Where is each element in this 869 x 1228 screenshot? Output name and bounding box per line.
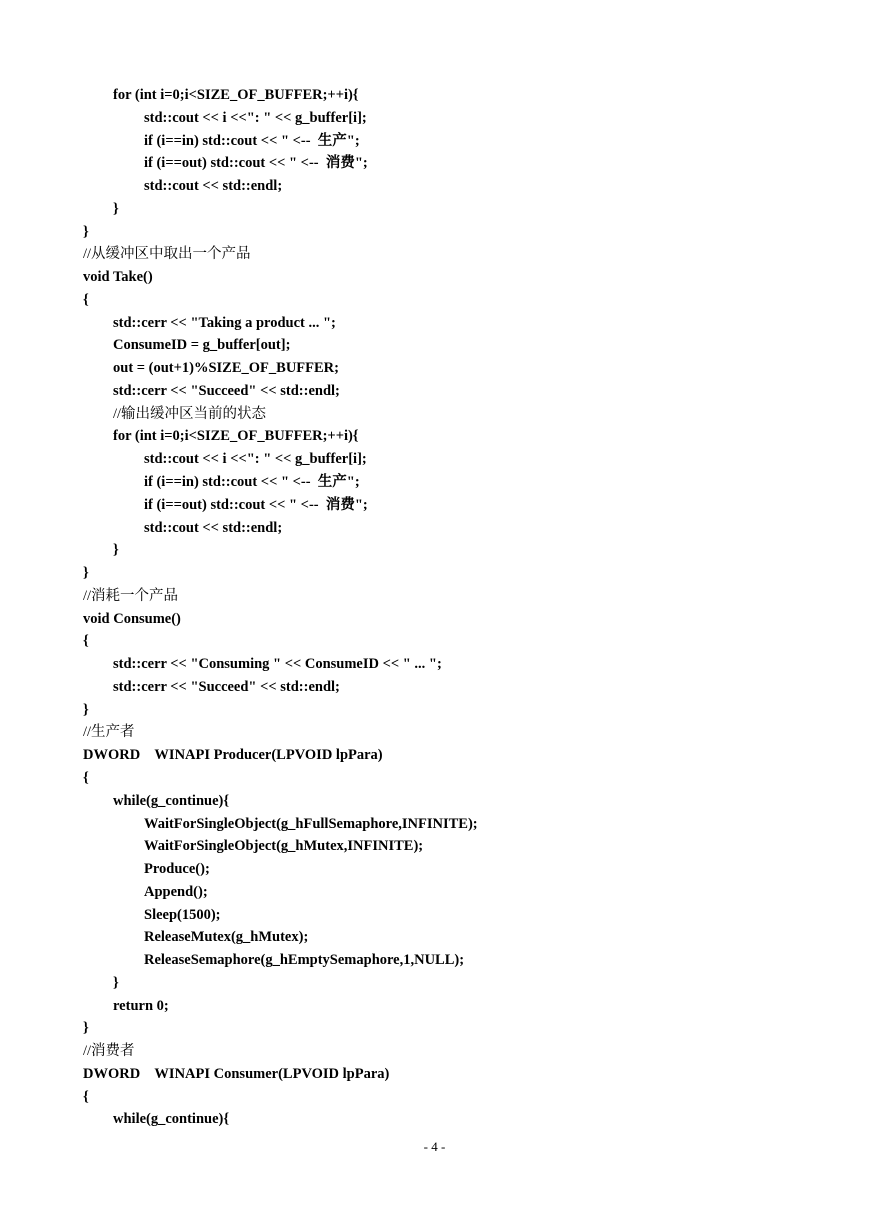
code-line: }: [113, 542, 119, 559]
code-line: std::cerr << "Succeed" << std::endl;: [113, 382, 340, 399]
code-line: DWORD WINAPI Consumer(LPVOID lpPara): [83, 1065, 390, 1082]
code-line: Sleep(1500);: [144, 906, 221, 923]
code-line: {: [83, 769, 89, 786]
code-line: std::cerr << "Succeed" << std::endl;: [113, 678, 340, 695]
code-line: return 0;: [113, 997, 169, 1014]
code-line: ReleaseSemaphore(g_hEmptySemaphore,1,NULL);: [144, 952, 465, 969]
code-line: std::cout << std::endl;: [144, 519, 283, 536]
code-line: {: [83, 291, 89, 308]
code-line: std::cout << i <<": " << g_buffer[i];: [144, 451, 367, 468]
code-line: if (i==in) std::cout << " <-- 生产";: [144, 474, 360, 491]
code-comment-line: //生产者: [83, 724, 135, 741]
code-line: std::cout << i <<": " << g_buffer[i];: [144, 109, 367, 126]
code-comment-line: //消耗一个产品: [83, 587, 179, 604]
code-comment-line: //输出缓冲区当前的状态: [113, 405, 267, 422]
code-line: WaitForSingleObject(g_hMutex,INFINITE);: [144, 838, 424, 855]
code-line: std::cerr << "Consuming " << ConsumeID << " ... ";: [113, 656, 442, 673]
code-line: Produce();: [144, 861, 210, 878]
code-line: ConsumeID = g_buffer[out];: [113, 337, 291, 354]
code-line: Append();: [144, 883, 208, 900]
code-line: }: [113, 200, 119, 217]
code-line: }: [83, 223, 89, 240]
code-line: std::cout << std::endl;: [144, 178, 283, 195]
code-line: for (int i=0;i<SIZE_OF_BUFFER;++i){: [113, 87, 359, 103]
code-line: if (i==out) std::cout << " <-- 消费";: [144, 496, 368, 513]
code-line: out = (out+1)%SIZE_OF_BUFFER;: [113, 360, 339, 377]
code-line: if (i==out) std::cout << " <-- 消费";: [144, 155, 368, 172]
code-line: for (int i=0;i<SIZE_OF_BUFFER;++i){: [113, 428, 359, 445]
code-line: void Take(): [83, 269, 153, 286]
code-line: }: [83, 1020, 89, 1037]
code-line: while(g_continue){: [113, 792, 230, 809]
code-line: if (i==in) std::cout << " <-- 生产";: [144, 132, 360, 149]
code-listing: [83, 84, 843, 1131]
code-line: WaitForSingleObject(g_hFullSemaphore,INFINITE);: [144, 815, 478, 832]
code-comment-line: //从缓冲区中取出一个产品: [83, 246, 251, 263]
code-line: ReleaseMutex(g_hMutex);: [144, 929, 309, 946]
code-line: DWORD WINAPI Producer(LPVOID lpPara): [83, 747, 383, 764]
code-line: }: [83, 701, 89, 718]
code-line: {: [83, 1088, 89, 1105]
code-line: {: [83, 633, 89, 650]
code-line: }: [113, 974, 119, 991]
code-line: }: [83, 565, 89, 582]
code-comment-line: //消费者: [83, 1043, 135, 1060]
code-line: void Consume(): [83, 610, 181, 627]
page-number: - 4 -: [423, 1139, 446, 1154]
code-line: std::cerr << "Taking a product ... ";: [113, 314, 336, 331]
code-line: while(g_continue){: [113, 1111, 230, 1128]
